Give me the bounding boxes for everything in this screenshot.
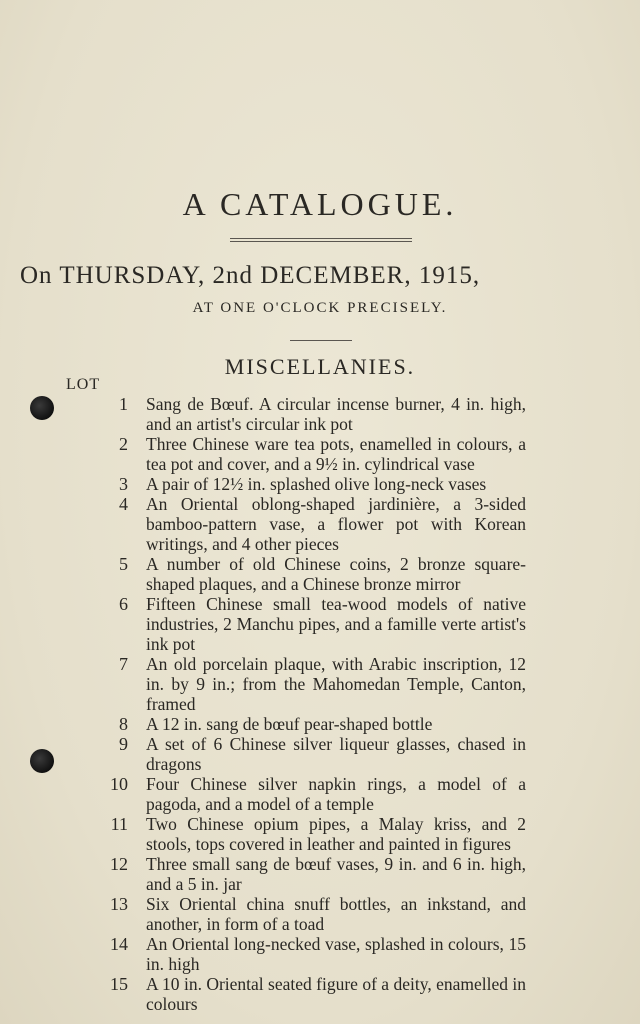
section-rule	[290, 340, 352, 341]
lot-entry	[0, 894, 640, 934]
sale-dateline: On THURSDAY, 2nd DECEMBER, 1915,	[20, 262, 481, 289]
lot-entry	[0, 594, 640, 654]
lot-number: 11	[110, 814, 128, 834]
lot-number: 14	[110, 934, 128, 954]
sale-time: AT ONE O'CLOCK PRECISELY.	[192, 300, 448, 316]
lot-number: 4	[119, 494, 128, 514]
lot-entry	[0, 814, 640, 854]
lot-description: An Oriental long-necked vase, splashed in colours, 15 in. high	[146, 934, 526, 974]
lot-number: 1	[119, 394, 128, 414]
lot-entry	[0, 434, 640, 474]
lot-description: Four Chinese silver napkin rings, a model of a pagoda, and a model of a temple	[146, 774, 526, 814]
lot-description: A set of 6 Chinese silver liqueur glasses, chased in dragons	[146, 734, 526, 774]
lot-list	[0, 394, 640, 1014]
lot-entry	[0, 474, 640, 494]
lot-entry	[0, 394, 640, 434]
lot-description: Three Chinese ware tea pots, enamelled in colours, a tea pot and cover, and a 9½ in. cylindrical vase	[146, 434, 526, 474]
lot-description: Three small sang de bœuf vases, 9 in. and 6 in. high, and a 5 in. jar	[146, 854, 526, 894]
lot-number: 3	[119, 474, 128, 494]
lot-entry	[0, 734, 640, 774]
lot-description: A number of old Chinese coins, 2 bronze square-shaped plaques, and a Chinese bronze mirror	[146, 554, 526, 594]
title-rule-double	[230, 241, 412, 242]
lot-number: 15	[110, 974, 128, 994]
lot-description: Fifteen Chinese small tea-wood models of native industries, 2 Manchu pipes, and a famille verte artist's ink pot	[146, 594, 526, 654]
lot-number: 12	[110, 854, 128, 874]
lot-description: A pair of 12½ in. splashed olive long-neck vases	[146, 474, 487, 494]
lot-number: 9	[119, 734, 128, 754]
catalogue-title: A CATALOGUE.	[182, 186, 458, 222]
lot-number: 13	[110, 894, 128, 914]
lot-entry	[0, 974, 640, 1014]
lot-description: An Oriental oblong-shaped jardinière, a 3-sided bamboo-pattern vase, a flower pot with Korean writings, and 4 other pieces	[146, 494, 526, 554]
lot-description: Six Oriental china snuff bottles, an inkstand, and another, in form of a toad	[146, 894, 526, 934]
lot-number: 10	[110, 774, 128, 794]
lot-entry	[0, 854, 640, 894]
lot-number: 7	[119, 654, 128, 674]
lot-number: 8	[119, 714, 128, 734]
lot-entry	[0, 654, 640, 714]
lot-description: An old porcelain plaque, with Arabic inscription, 12 in. by 9 in.; from the Mahomedan Temple, Canton, framed	[146, 654, 526, 714]
lot-number: 5	[119, 554, 128, 574]
lot-number: 2	[119, 434, 128, 454]
lot-description: Two Chinese opium pipes, a Malay kriss, and 2 stools, tops covered in leather and painted in figures	[146, 814, 526, 854]
lot-entry	[0, 554, 640, 594]
title-rule	[230, 238, 412, 239]
lot-column-label: LOT	[66, 376, 101, 393]
lot-entry	[0, 934, 640, 974]
section-heading: MISCELLANIES.	[224, 354, 416, 379]
lot-number: 6	[119, 594, 128, 614]
lot-description: A 10 in. Oriental seated figure of a deity, enamelled in colours	[146, 974, 526, 1014]
lot-description: Sang de Bœuf. A circular incense burner, 4 in. high, and an artist's circular ink pot	[146, 394, 526, 434]
lot-entry	[0, 714, 640, 734]
lot-description: A 12 in. sang de bœuf pear-shaped bottle	[146, 714, 433, 734]
lot-entry	[0, 494, 640, 554]
lot-entry	[0, 774, 640, 814]
